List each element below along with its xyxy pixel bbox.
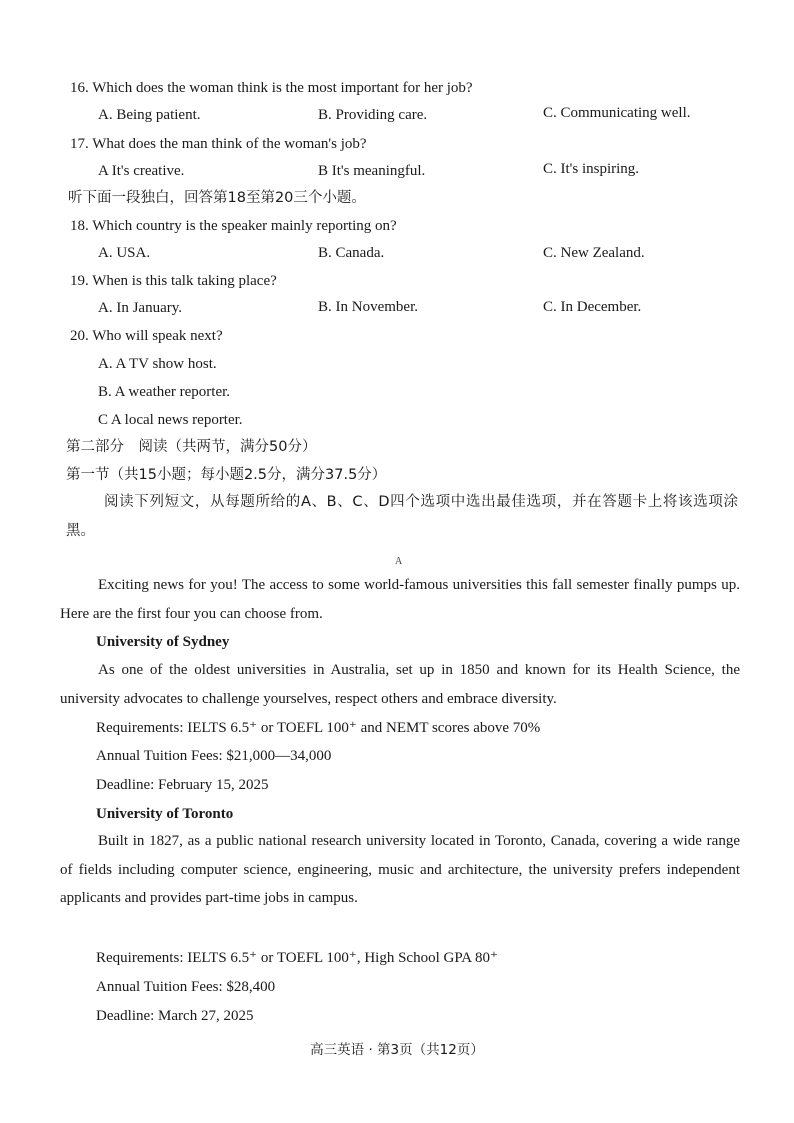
university-1-fees: Annual Tuition Fees: $21,000—34,000 [96, 748, 332, 764]
university-2-fees: Annual Tuition Fees: $28,400 [96, 979, 276, 995]
question-20-option-c: C A local news reporter. [98, 412, 243, 428]
question-17-stem: 17. What does the man think of the woman's job? [70, 136, 367, 152]
university-1-description: As one of the oldest universities in Australia, set up in 1850 and known for its Health Science, the university advocates to challenge yourselves, respect others and embrace diversity. [60, 662, 740, 707]
university-1-name: University of Sydney [96, 634, 230, 650]
monologue-instruction: 听下面一段独白，回答第18至第20三个小题。 [68, 190, 366, 206]
question-18-option-b: B. Canada. [318, 245, 385, 261]
question-17-option-c: C. It's inspiring. [543, 161, 640, 177]
question-19-option-b: B. In November. [318, 299, 418, 315]
university-1-deadline: Deadline: February 15, 2025 [96, 777, 269, 793]
section1-instruction: 阅读下列短文，从每题所给的A、B、C、D四个选项中选出最佳选项，并在答题卡上将该选项涂黑。 [66, 494, 738, 539]
university-2-requirements: Requirements: IELTS 6.5⁺ or TOEFL 100⁺, High School GPA 80⁺ [96, 950, 498, 966]
section1-heading: 第一节（共15小题；每小题2.5分，满分37.5分） [66, 467, 387, 483]
question-20-option-b: B. A weather reporter. [98, 384, 231, 400]
question-19-option-c: C. In December. [543, 299, 642, 315]
question-20-option-a: A. A TV show host. [98, 356, 217, 372]
university-1-requirements: Requirements: IELTS 6.5⁺ or TOEFL 100⁺ and NEMT scores above 70% [96, 720, 541, 736]
question-20-stem: 20. Who will speak next? [70, 328, 223, 344]
question-18-option-c: C. New Zealand. [543, 245, 645, 261]
question-16-option-c: C. Communicating well. [543, 105, 691, 121]
question-19-stem: 19. When is this talk taking place? [70, 273, 277, 289]
university-2-deadline: Deadline: March 27, 2025 [96, 1008, 254, 1024]
question-17-option-a: A It's creative. [98, 163, 185, 179]
part2-heading: 第二部分 阅读（共两节，满分50分） [66, 439, 317, 455]
question-17-option-b: B It's meaningful. [318, 163, 426, 179]
page-footer: 高三英语 · 第3页（共12页） [310, 1042, 484, 1058]
question-19-option-a: A. In January. [98, 300, 183, 316]
question-16-option-a: A. Being patient. [98, 107, 201, 123]
passage-mark: A [395, 556, 403, 567]
question-18-stem: 18. Which country is the speaker mainly reporting on? [70, 218, 397, 234]
passage-intro: Exciting news for you! The access to some world-famous universities this fall semester finally pumps up. Here are the first four you can choose from. [60, 577, 740, 622]
question-16-option-b: B. Providing care. [318, 107, 428, 123]
question-18-option-a: A. USA. [98, 245, 151, 261]
university-2-description: Built in 1827, as a public national research university located in Toronto, Canada, covering a wide range of fields including computer science, engineering, music and architecture, the university prefers independent applicants and provides part-time jobs in campus. [60, 833, 740, 906]
question-16-stem: 16. Which does the woman think is the most important for her job? [70, 80, 473, 96]
university-2-name: University of Toronto [96, 806, 234, 822]
